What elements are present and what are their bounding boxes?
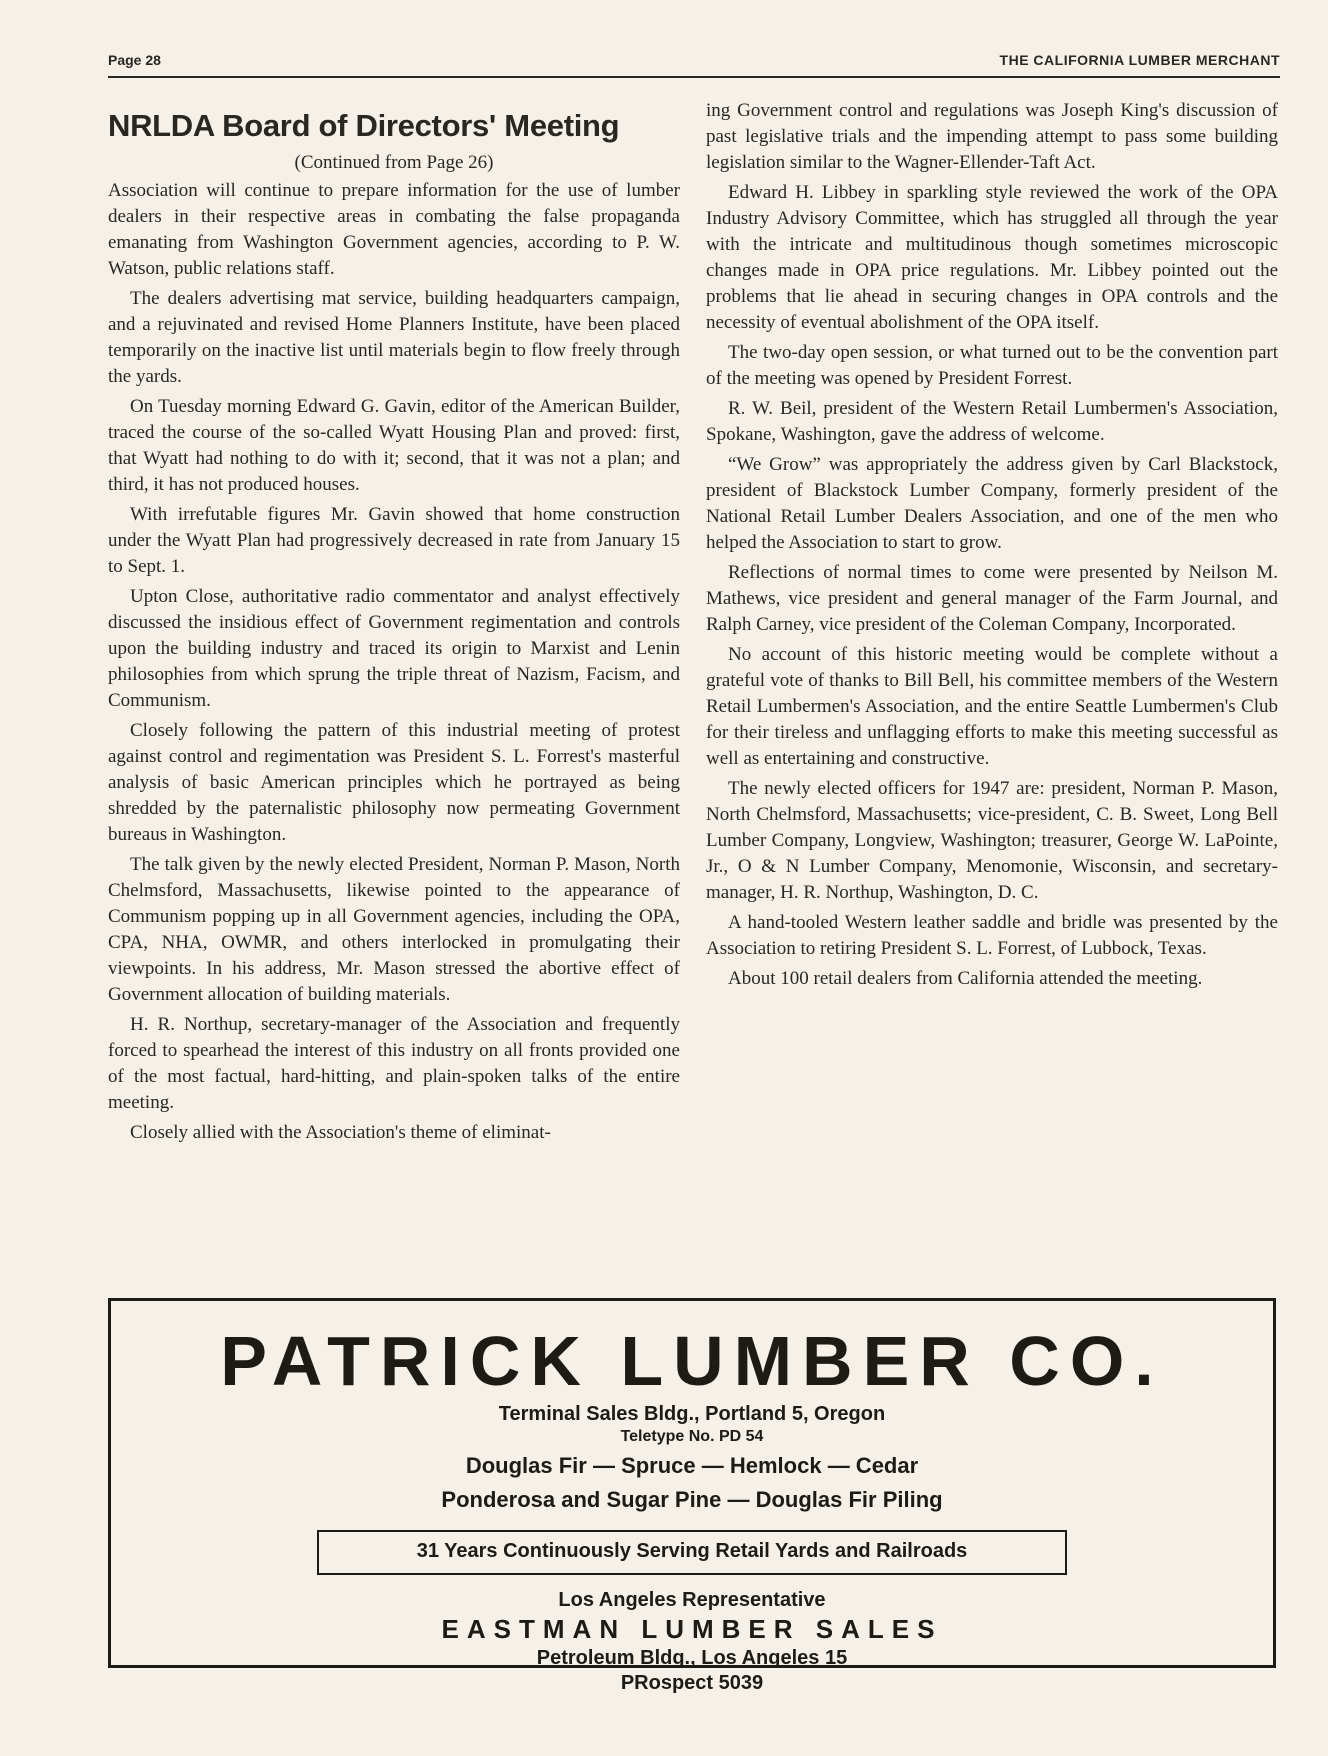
advertisement (108, 1298, 1276, 1694)
ad-company-name: PATRICK LUMBER CO. (220, 1322, 1164, 1400)
paragraph: Reflections of normal times to come were presented by Neilson M. Mathews, vice president and general manager of the Farm Journal, and Ralph Carney, vice president of the Coleman Company, Incorporated. (706, 562, 1278, 635)
paragraph: “We Grow” was appropriately the address given by Carl Blackstock, president of Blackstock Lumber Company, formerly president of the National Retail Lumber Dealers Association, and one of the men who helped the Association to start to grow. (706, 454, 1278, 553)
magazine-name: THE CALIFORNIA LUMBER MERCHANT (999, 52, 1280, 68)
page-header (108, 50, 1280, 78)
right-column (706, 98, 1278, 996)
page-number: Page 28 (108, 52, 161, 68)
paragraph: H. R. Northup, secretary-manager of the Association and frequently forced to spearhead the interest of this industry on all fronts provided one of the most factual, hard-hitting, and plain-spoken talks of the entire meeting. (108, 1014, 680, 1113)
ad-woods-line: Douglas Fir — Spruce — Hemlock — Cedar (465, 1453, 919, 1478)
paragraph: The dealers advertising mat service, building headquarters campaign, and a rejuvinated and revised Home Planners Institute, have been placed temporarily on the inactive list until materials begin to flow freely through the yards. (108, 288, 680, 387)
paragraph: Closely allied with the Association's theme of eliminat- (130, 1122, 551, 1143)
paragraph: The newly elected officers for 1947 are: president, Norman P. Mason, North Chelmsford, Massachusetts; vice-president, C. B. Sweet, Long Bell Lumber Company, Longview, Washington; treasurer, George W. LaPointe, Jr., O & N Lumber Company, Menomonie, Wisconsin, and secretary-manager, H. R. Northup, Washington, D. C. (706, 778, 1278, 903)
paragraph: Edward H. Libbey in sparkling style reviewed the work of the OPA Industry Advisory Committee, which has struggled all through the year with the intricate and multitudinous though sometimes microscopic changes made in OPA price regulations. Mr. Libbey pointed out the problems that lie ahead in securing changes in OPA controls and the necessity of eventual abolishment of the OPA itself. (706, 182, 1278, 333)
article-title: NRLDA Board of Directors' Meeting (108, 108, 620, 143)
paragraph: Association will continue to prepare information for the use of lumber dealers in their respective areas in combating the false propaganda emanating from Washington Government agencies, according to P. W. Watson, public relations staff. (108, 180, 680, 279)
paragraph: The talk given by the newly elected President, Norman P. Mason, North Chelmsford, Massachusetts, likewise pointed to the appearance of Communism popping up in all Government agencies, including the OPA, CPA, NHA, OWMR, and others interlocked in promulgating their viewpoints. In his address, Mr. Mason stressed the abortive effect of Government allocation of building materials. (108, 854, 680, 1005)
paragraph: On Tuesday morning Edward G. Gavin, editor of the American Builder, traced the course of the so-called Wyatt Housing Plan and proved: first, that Wyatt had nothing to do with it; second, that it was not a plan; and third, it has not produced houses. (108, 396, 680, 495)
ad-woods-line: Ponderosa and Sugar Pine — Douglas Fir Piling (441, 1487, 943, 1512)
ad-rep-address: Petroleum Bldg., Los Angeles 15 (536, 1647, 848, 1669)
paragraph: With irrefutable figures Mr. Gavin showed that home construction under the Wyatt Plan had progressively decreased in rate from January 15 to Sept. 1. (108, 504, 680, 577)
paragraph: No account of this historic meeting would be complete without a grateful vote of thanks to Bill Bell, his committee members of the Western Retail Lumbermen's Association, and the entire Seattle Lumbermen's Club for their tireless and unflagging efforts to make this meeting successful as well as entertaining and constructive. (706, 644, 1278, 769)
continued-note: (Continued from Page 26) (294, 152, 494, 173)
paragraph: R. W. Beil, president of the Western Retail Lumbermen's Association, Spokane, Washington, gave the address of welcome. (706, 398, 1278, 445)
paragraph: Upton Close, authoritative radio commentator and analyst effectively discussed the insidious effect of Government regimentation and controls upon the building industry and traced its origin to Marxist and Lenin philosophies from which sprung the triple threat of Nazism, Facism, and Communism. (108, 586, 680, 711)
ad-slogan-box: 31 Years Continuously Serving Retail Yards and Railroads (317, 1530, 1067, 1575)
ad-rep-company: EASTMAN LUMBER SALES (441, 1614, 943, 1644)
ad-address: Terminal Sales Bldg., Portland 5, Oregon (498, 1403, 886, 1425)
paragraph: The two-day open session, or what turned out to be the convention part of the meeting was opened by President Forrest. (706, 342, 1278, 389)
ad-rep-phone: PRospect 5039 (620, 1672, 764, 1694)
paragraph: A hand-tooled Western leather saddle and bridle was presented by the Association to retiring President S. L. Forrest, of Lubbock, Texas. (706, 912, 1278, 959)
paragraph: Closely following the pattern of this industrial meeting of protest against control and regimentation was President S. L. Forrest's masterful analysis of basic American principles which he portrayed as being shredded by the paternalistic philosophy now permeating Government bureaus in Washington. (108, 720, 680, 845)
paragraph: ing Government control and regulations was Joseph King's discussion of past legislative trials and the impending attempt to pass some building legislation similar to the Wagner-Ellender-Taft Act. (706, 100, 1278, 173)
ad-rep-label: Los Angeles Representative (558, 1589, 826, 1611)
ad-teletype: Teletype No. PD 54 (620, 1428, 764, 1445)
paragraph: About 100 retail dealers from California attended the meeting. (728, 968, 1203, 989)
left-column (108, 98, 680, 1150)
